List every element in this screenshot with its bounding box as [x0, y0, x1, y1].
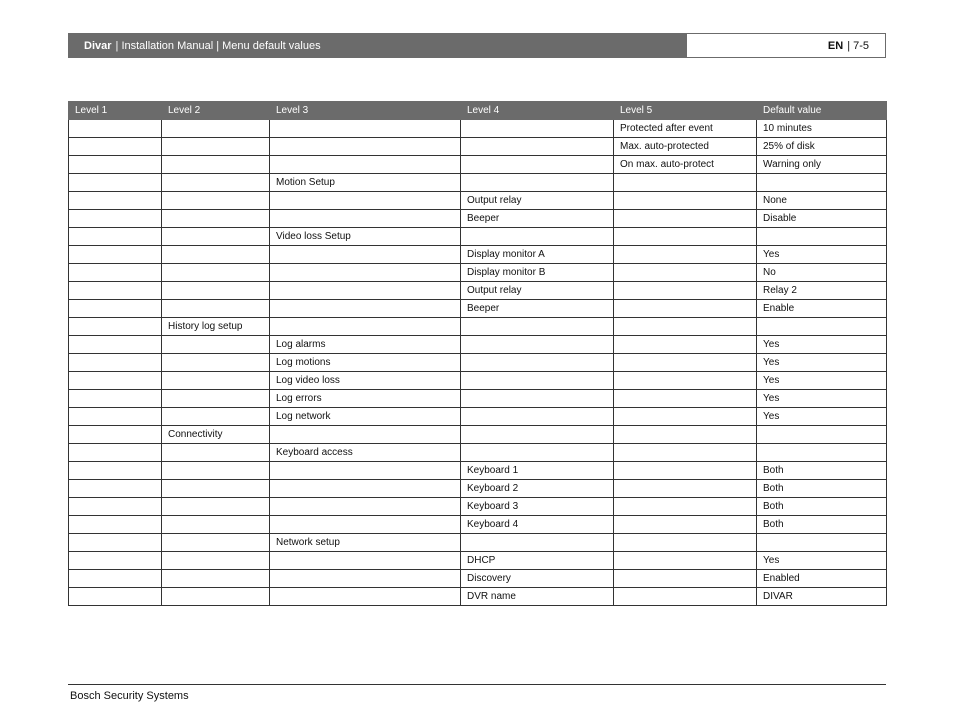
- table-cell: Output relay: [461, 192, 614, 210]
- table-cell: [614, 390, 757, 408]
- table-row: [69, 282, 887, 300]
- table-cell: [270, 210, 461, 228]
- table-cell: DHCP: [461, 552, 614, 570]
- table-cell: [69, 354, 162, 372]
- table-cell: [270, 138, 461, 156]
- table-cell: [162, 444, 270, 462]
- table-cell: Yes: [757, 246, 887, 264]
- table-cell: [162, 588, 270, 606]
- table-cell: Video loss Setup: [270, 228, 461, 246]
- table-row: [69, 156, 887, 174]
- table-cell: [614, 282, 757, 300]
- table-row: [69, 390, 887, 408]
- table-cell: Both: [757, 516, 887, 534]
- table-cell: Relay 2: [757, 282, 887, 300]
- table-cell: [69, 246, 162, 264]
- table-cell: Log motions: [270, 354, 461, 372]
- table-cell: DIVAR: [757, 588, 887, 606]
- language-code: EN: [827, 39, 844, 52]
- table-cell: [614, 354, 757, 372]
- table-cell: Keyboard 4: [461, 516, 614, 534]
- table-cell: [461, 426, 614, 444]
- column-header: Level 1: [69, 102, 162, 120]
- table-cell: [461, 444, 614, 462]
- table-cell: [69, 426, 162, 444]
- table-cell: [461, 228, 614, 246]
- table-cell: No: [757, 264, 887, 282]
- header-subtitle: | Installation Manual | Menu default values: [115, 39, 321, 52]
- table-cell: [270, 300, 461, 318]
- table-cell: [270, 480, 461, 498]
- table-cell: [162, 138, 270, 156]
- table-row: [69, 246, 887, 264]
- table-cell: [614, 318, 757, 336]
- table-cell: [270, 192, 461, 210]
- table-cell: [162, 570, 270, 588]
- table-cell: Connectivity: [162, 426, 270, 444]
- table-cell: [270, 516, 461, 534]
- table-cell: Keyboard 1: [461, 462, 614, 480]
- table-cell: [757, 426, 887, 444]
- table-cell: [614, 444, 757, 462]
- table-row: [69, 408, 887, 426]
- table-cell: [270, 570, 461, 588]
- table-cell: [69, 570, 162, 588]
- table-cell: [461, 390, 614, 408]
- table-cell: [461, 354, 614, 372]
- table-row: [69, 570, 887, 588]
- table-cell: [162, 408, 270, 426]
- table-cell: [461, 336, 614, 354]
- table-row: [69, 480, 887, 498]
- column-header: Level 4: [461, 102, 614, 120]
- table-cell: [270, 120, 461, 138]
- table-cell: None: [757, 192, 887, 210]
- table-cell: [461, 156, 614, 174]
- table-cell: [614, 570, 757, 588]
- table-cell: [69, 192, 162, 210]
- table-cell: Log alarms: [270, 336, 461, 354]
- table-cell: [461, 372, 614, 390]
- table-cell: [162, 552, 270, 570]
- table-cell: On max. auto-protect: [614, 156, 757, 174]
- table-cell: Both: [757, 480, 887, 498]
- table-row: [69, 120, 887, 138]
- table-row: [69, 228, 887, 246]
- table-cell: [69, 336, 162, 354]
- table-cell: [162, 498, 270, 516]
- table-row: [69, 210, 887, 228]
- table-cell: Discovery: [461, 570, 614, 588]
- table-cell: [461, 120, 614, 138]
- table-cell: Output relay: [461, 282, 614, 300]
- table-cell: [757, 228, 887, 246]
- table-cell: [69, 444, 162, 462]
- table-cell: [614, 372, 757, 390]
- table-row: [69, 462, 887, 480]
- table-cell: [69, 318, 162, 336]
- page-number: | 7-5: [847, 39, 869, 52]
- table-cell: Protected after event: [614, 120, 757, 138]
- table-cell: Beeper: [461, 210, 614, 228]
- table-cell: 25% of disk: [757, 138, 887, 156]
- table-cell: [162, 246, 270, 264]
- table-row: [69, 138, 887, 156]
- table-cell: [162, 156, 270, 174]
- column-header: Level 3: [270, 102, 461, 120]
- table-cell: Display monitor A: [461, 246, 614, 264]
- table-cell: [162, 372, 270, 390]
- table-cell: Disable: [757, 210, 887, 228]
- table-cell: [757, 534, 887, 552]
- table-cell: Keyboard 2: [461, 480, 614, 498]
- table-cell: [614, 228, 757, 246]
- table-cell: 10 minutes: [757, 120, 887, 138]
- table-header-row: [69, 102, 887, 120]
- table-cell: [270, 462, 461, 480]
- table-cell: [162, 228, 270, 246]
- table-row: [69, 372, 887, 390]
- table-cell: [270, 498, 461, 516]
- table-cell: [757, 318, 887, 336]
- table-cell: [461, 138, 614, 156]
- table-cell: [614, 174, 757, 192]
- table-cell: [162, 192, 270, 210]
- table-cell: [69, 138, 162, 156]
- table-cell: [757, 444, 887, 462]
- table-row: [69, 426, 887, 444]
- table-cell: [69, 120, 162, 138]
- table-cell: [614, 192, 757, 210]
- column-header: Level 2: [162, 102, 270, 120]
- table-cell: [162, 516, 270, 534]
- table-cell: [69, 390, 162, 408]
- table-cell: [614, 516, 757, 534]
- table-cell: [162, 282, 270, 300]
- table-cell: [69, 534, 162, 552]
- table-cell: [614, 300, 757, 318]
- table-cell: [162, 300, 270, 318]
- table-cell: [69, 174, 162, 192]
- table-cell: [69, 408, 162, 426]
- table-cell: [461, 174, 614, 192]
- table-cell: [162, 174, 270, 192]
- table-cell: [614, 552, 757, 570]
- table-cell: [270, 588, 461, 606]
- header-title-bar: [68, 33, 686, 58]
- table-row: [69, 444, 887, 462]
- table-cell: [162, 462, 270, 480]
- table-cell: Yes: [757, 354, 887, 372]
- table-cell: Log network: [270, 408, 461, 426]
- table-cell: Keyboard access: [270, 444, 461, 462]
- table-cell: [614, 588, 757, 606]
- table-cell: Beeper: [461, 300, 614, 318]
- table-row: [69, 498, 887, 516]
- table-row: [69, 264, 887, 282]
- table-cell: Warning only: [757, 156, 887, 174]
- table-cell: [614, 210, 757, 228]
- table-cell: [69, 552, 162, 570]
- table-cell: [162, 264, 270, 282]
- table-cell: [69, 300, 162, 318]
- table-cell: [69, 282, 162, 300]
- table-cell: [162, 336, 270, 354]
- table-cell: [162, 390, 270, 408]
- table-row: [69, 552, 887, 570]
- product-name: Divar: [84, 39, 112, 52]
- table-cell: [614, 264, 757, 282]
- table-cell: [614, 462, 757, 480]
- table-cell: [270, 246, 461, 264]
- menu-defaults-table: [68, 101, 887, 606]
- table-cell: [270, 264, 461, 282]
- table-cell: [69, 210, 162, 228]
- table-cell: [614, 426, 757, 444]
- table-cell: [69, 156, 162, 174]
- column-header: Default value: [757, 102, 887, 120]
- table-cell: Max. auto-protected: [614, 138, 757, 156]
- table-cell: [69, 264, 162, 282]
- table-cell: [614, 246, 757, 264]
- table-cell: Keyboard 3: [461, 498, 614, 516]
- table-cell: DVR name: [461, 588, 614, 606]
- table-cell: [162, 534, 270, 552]
- footer-company: Bosch Security Systems: [70, 690, 189, 702]
- table-cell: Display monitor B: [461, 264, 614, 282]
- table-cell: [757, 174, 887, 192]
- table-cell: Yes: [757, 336, 887, 354]
- table-body: [69, 120, 887, 606]
- table-cell: [69, 462, 162, 480]
- footer-divider: [68, 684, 886, 685]
- table-cell: Log video loss: [270, 372, 461, 390]
- table-row: [69, 318, 887, 336]
- table-cell: Network setup: [270, 534, 461, 552]
- table-cell: Log errors: [270, 390, 461, 408]
- table-row: [69, 174, 887, 192]
- table-row: [69, 516, 887, 534]
- table-cell: [69, 588, 162, 606]
- header-page-box: [686, 33, 886, 58]
- table-cell: [270, 318, 461, 336]
- table-cell: [162, 354, 270, 372]
- table-cell: [69, 372, 162, 390]
- table-cell: [614, 408, 757, 426]
- table-cell: [162, 210, 270, 228]
- table-cell: Yes: [757, 372, 887, 390]
- table-cell: Enabled: [757, 570, 887, 588]
- table-row: [69, 192, 887, 210]
- table-cell: Yes: [757, 408, 887, 426]
- table-cell: [69, 228, 162, 246]
- table-cell: [614, 534, 757, 552]
- table-row: [69, 588, 887, 606]
- table-cell: History log setup: [162, 318, 270, 336]
- table-cell: Enable: [757, 300, 887, 318]
- table-cell: [270, 282, 461, 300]
- table-cell: [461, 318, 614, 336]
- table-cell: [614, 336, 757, 354]
- table-cell: [270, 156, 461, 174]
- table-cell: [614, 498, 757, 516]
- table-cell: Yes: [757, 390, 887, 408]
- column-header: Level 5: [614, 102, 757, 120]
- page-header: [68, 33, 886, 58]
- table-cell: [69, 516, 162, 534]
- table-row: [69, 534, 887, 552]
- table-row: [69, 300, 887, 318]
- table-cell: [270, 426, 461, 444]
- table-cell: Both: [757, 498, 887, 516]
- table-cell: [162, 480, 270, 498]
- table-cell: [270, 552, 461, 570]
- table-row: [69, 336, 887, 354]
- table-cell: [162, 120, 270, 138]
- table-cell: [614, 480, 757, 498]
- table-cell: [461, 534, 614, 552]
- table-cell: [69, 498, 162, 516]
- table-row: [69, 354, 887, 372]
- table-cell: [461, 408, 614, 426]
- table-cell: Both: [757, 462, 887, 480]
- table-cell: [69, 480, 162, 498]
- table-cell: Motion Setup: [270, 174, 461, 192]
- table-cell: Yes: [757, 552, 887, 570]
